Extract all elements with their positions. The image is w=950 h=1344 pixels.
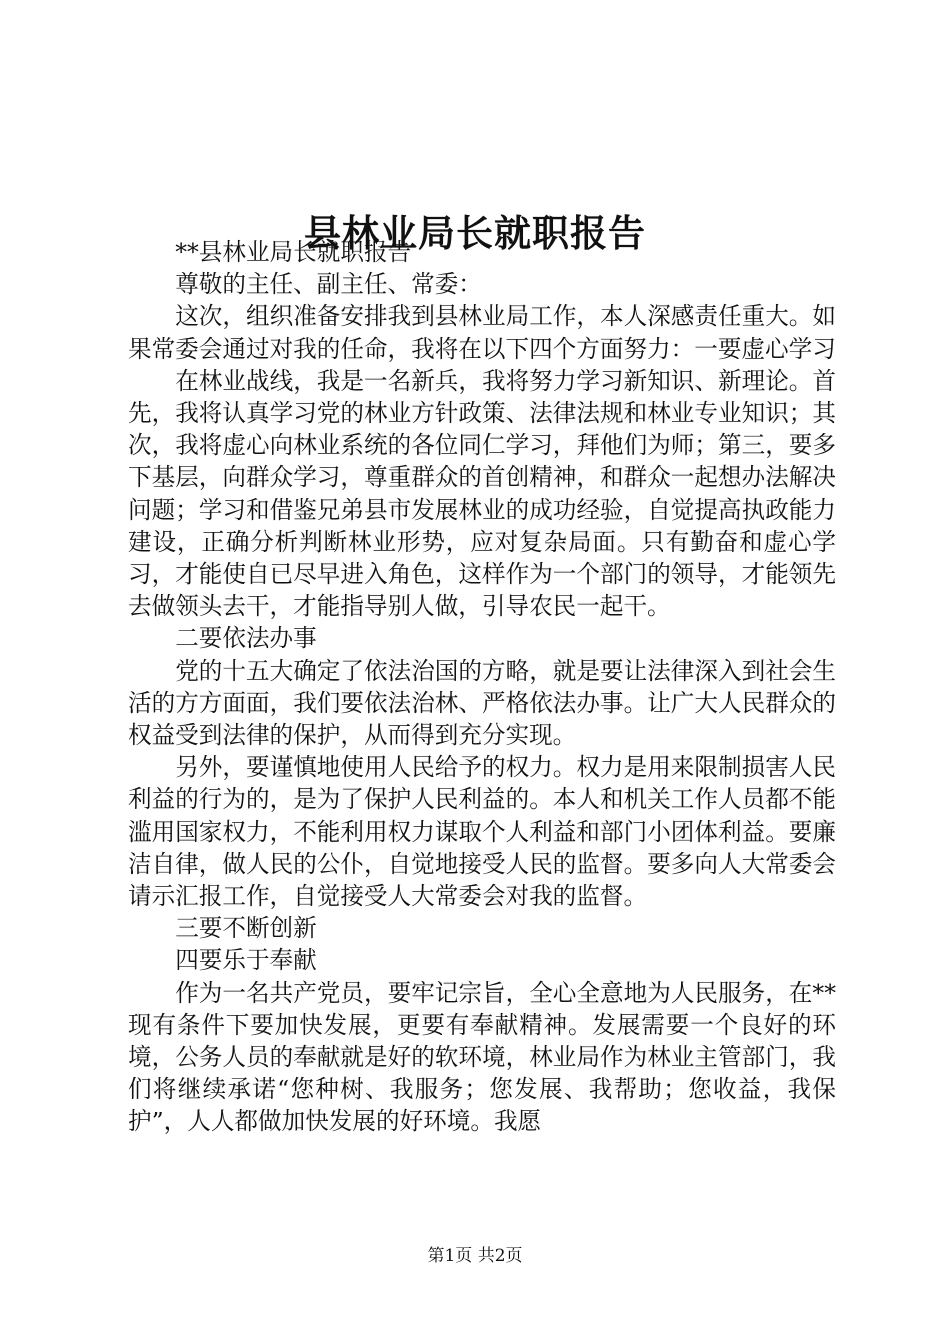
- paragraph: 作为一名共产党员，要牢记宗旨，全心全意地为人民服务，在**现有条件下要加快发展，更要有奉献精神。发展需要一个良好的环境，公务人员的奉献就是好的软环境，林业局作为林业主管部门，我们将继续承诺“您种树、我服务；您发展、我帮助；您收益，我保护”，人人都做加快发展的好环境。我愿: [128, 978, 836, 1136]
- paragraph: 这次，组织准备安排我到县林业局工作，本人深感责任重大。如果常委会通过对我的任命，我将在以下四个方面努力：一要虚心学习: [128, 302, 836, 363]
- section-heading: 四要乐于奉献: [175, 946, 317, 975]
- paragraph: **县林业局长就职报告: [175, 238, 412, 266]
- paragraph: 另外，要谨慎地使用人民给予的权力。权力是用来限制损害人民利益的行为的，是为了保护人民利益的。本人和机关工作人员都不能滥用国家权力，不能利用权力谋取个人利益和部门小团体利益。要廉洁自律，做人民的公仆，自觉地接受人民的监督。要多向人大常委会请示汇报工作，自觉接受人大常委会对我的监督。: [128, 753, 836, 911]
- paragraph: 党的十五大确定了依法治国的方略，就是要让法律深入到社会生活的方方面面，我们要依法治林、严格依法办事。让广大人民群众的权益受到法律的保护，从而得到充分实现。: [128, 656, 836, 750]
- document-body: [128, 236, 836, 1138]
- salutation: 尊敬的主任、副主任、常委：: [175, 270, 482, 299]
- page-footer: 第1页 共2页: [427, 1246, 523, 1266]
- page-title: 县林业局长就职报告: [304, 210, 646, 255]
- section-heading: 二要依法办事: [175, 624, 317, 653]
- section-heading: 三要不断创新: [175, 914, 317, 943]
- paragraph: 在林业战线，我是一名新兵，我将努力学习新知识、新理论。首先，我将认真学习党的林业方针政策、法律法规和林业专业知识；其次，我将虚心向林业系统的各位同仁学习，拜他们为师；第三，要多下基层，向群众学习，尊重群众的首创精神，和群众一起想办法解决问题；学习和借鉴兄弟县市发展林业的成功经验，自觉提高执政能力建设，正确分析判断林业形势，应对复杂局面。只有勤奋和虚心学习，才能使自已尽早进入角色，这样作为一个部门的领导，才能领先去做领头去干，才能指导别人做，引导农民一起干。: [128, 366, 836, 621]
